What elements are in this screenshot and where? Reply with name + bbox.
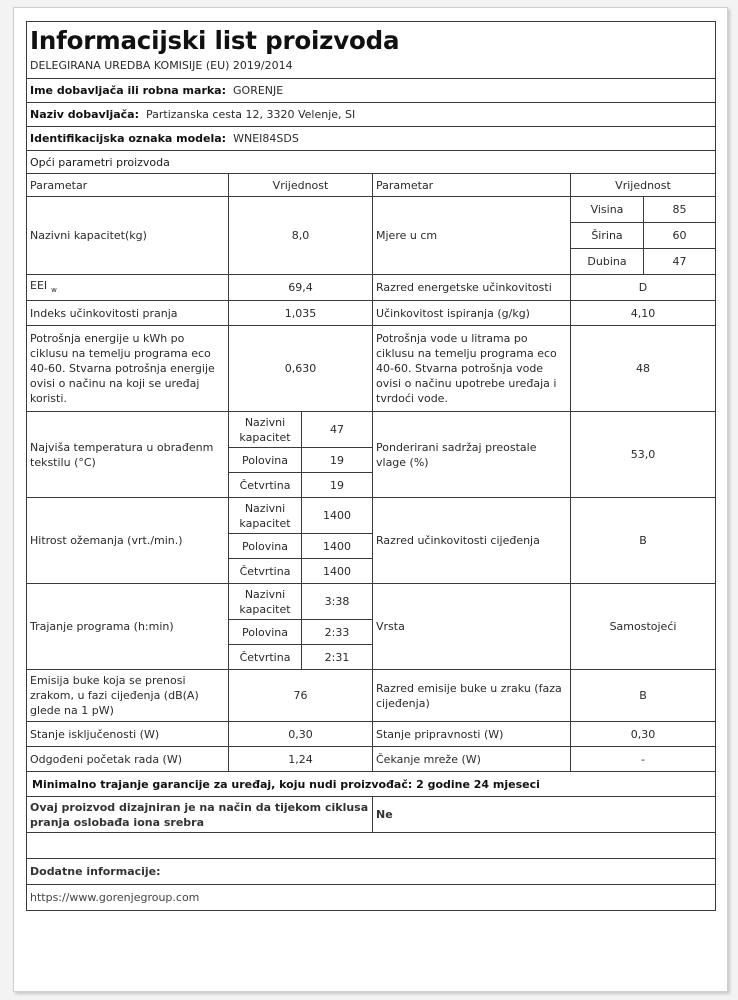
spin-class-value: B [571,498,716,584]
standby-label: Stanje pripravnosti (W) [373,722,571,747]
moisture-label: Ponderirani sadržaj preostale vlage (%) [373,412,571,498]
water-consumption-value: 48 [571,326,716,412]
network-standby-value: - [571,747,716,772]
warranty-row: Minimalno trajanje garancije za uređaj, koju nudi proizvođač: 2 godine 24 mjeseci [27,772,716,797]
network-standby-label: Čekanje mreže (W) [373,747,571,772]
duration-quarter-label: Četvrtina [229,645,302,670]
delay-start-value: 1,24 [229,747,373,772]
duration-quarter-value: 2:31 [302,645,373,670]
regulation-subtitle: DELEGIRANA UREDBA KOMISIJE (EU) 2019/2014 [27,56,716,79]
noise-class-label: Razred emisije buke u zraku (faza cijeđenja) [373,670,571,722]
max-temp-quarter-label: Četvrtina [229,473,302,498]
max-temp-quarter-value: 19 [302,473,373,498]
off-mode-label: Stanje isključenosti (W) [27,722,229,747]
max-temp-rated-value: 47 [302,412,373,448]
silver-ions-value: Ne [373,797,716,833]
duration-half-value: 2:33 [302,620,373,645]
model-row [27,127,716,151]
capacity-label: Nazivni kapacitet(kg) [27,197,229,275]
noise-label: Emisija buke koja se prenosi zrakom, u fazi cijeđenja (dB(A) glede na 1 pW) [27,670,229,722]
depth-value: 47 [644,249,716,275]
model-label: Identifikacijska oznaka modela: [30,132,227,145]
spin-speed-half-value: 1400 [302,534,373,559]
info-table [26,21,716,911]
duration-rated-value: 3:38 [302,584,373,620]
supplier-name-label: Ime dobavljača ili robna marka: [30,84,227,97]
width-label: Širina [571,223,644,249]
max-temp-label: Najviša temperatura u obrađenm tekstilu (°C) [27,412,229,498]
duration-rated-label: Nazivni kapacitet [229,584,302,620]
document-page [13,7,728,992]
silver-ions-label: Ovaj proizvod dizajniran je na način da tijekom ciklusa pranja oslobađa iona srebra [27,797,373,833]
noise-class-value: B [571,670,716,722]
max-temp-half-value: 19 [302,448,373,473]
energy-class-value: D [571,275,716,301]
empty-row [27,833,716,859]
delay-start-label: Odgođeni početak rada (W) [27,747,229,772]
noise-value: 76 [229,670,373,722]
spin-speed-label: Hitrost ožemanja (vrt./min.) [27,498,229,584]
additional-info-label: Dodatne informacije: [27,859,716,885]
rinse-label: Učinkovitost ispiranja (g/kg) [373,301,571,326]
eei-subscript: w [51,285,57,294]
spin-speed-half-label: Polovina [229,534,302,559]
moisture-value: 53,0 [571,412,716,498]
section-general-heading: Opći parametri proizvoda [27,151,716,174]
standby-value: 0,30 [571,722,716,747]
page-title: Informacijski list proizvoda [30,26,400,55]
spin-speed-quarter-label: Četvrtina [229,559,302,584]
header-param-left: Parametar [27,174,229,197]
energy-consumption-label: Potrošnja energije u kWh po ciklusu na temelju programa eco 40-60. Stvarna potrošnja energije ovisi o načinu na koji se uređaj koristi. [27,326,229,412]
height-label: Visina [571,197,644,223]
height-value: 85 [644,197,716,223]
website-link[interactable]: https://www.gorenjegroup.com [27,885,716,911]
max-temp-rated-label: Nazivni kapacitet [229,412,302,448]
supplier-address-value: Partizanska cesta 12, 3320 Velenje, SI [146,108,356,121]
off-mode-value: 0,30 [229,722,373,747]
wash-index-value: 1,035 [229,301,373,326]
supplier-name-row [27,79,716,103]
duration-half-label: Polovina [229,620,302,645]
eei-value: 69,4 [229,275,373,301]
type-label: Vrsta [373,584,571,670]
header-param-right: Parametar [373,174,571,197]
supplier-address-label: Naziv dobavljača: [30,108,140,121]
duration-label: Trajanje programa (h:min) [27,584,229,670]
energy-consumption-value: 0,630 [229,326,373,412]
title-cell [27,22,716,57]
model-value: WNEI84SDS [233,132,299,145]
max-temp-half-label: Polovina [229,448,302,473]
spin-speed-rated-value: 1400 [302,498,373,534]
header-value-left: Vrijednost [229,174,373,197]
energy-class-label: Razred energetske učinkovitosti [373,275,571,301]
wash-index-label: Indeks učinkovitosti pranja [27,301,229,326]
eei-label [27,275,229,301]
eei-label-text: EEI [30,278,48,292]
product-information-sheet [26,21,715,911]
supplier-name-value: GORENJE [233,84,284,97]
spin-speed-quarter-value: 1400 [302,559,373,584]
depth-label: Dubina [571,249,644,275]
rinse-value: 4,10 [571,301,716,326]
capacity-value: 8,0 [229,197,373,275]
spin-speed-rated-label: Nazivni kapacitet [229,498,302,534]
type-value: Samostojeći [571,584,716,670]
header-value-right: Vrijednost [571,174,716,197]
supplier-address-row [27,103,716,127]
spin-class-label: Razred učinkovitosti cijeđenja [373,498,571,584]
dimensions-label: Mjere u cm [373,197,571,275]
width-value: 60 [644,223,716,249]
water-consumption-label: Potrošnja vode u litrama po ciklusu na temelju programa eco 40-60. Stvarna potrošnja vode ovisi o načinu upotrebe uređaja i tvrdoći vode. [373,326,571,412]
